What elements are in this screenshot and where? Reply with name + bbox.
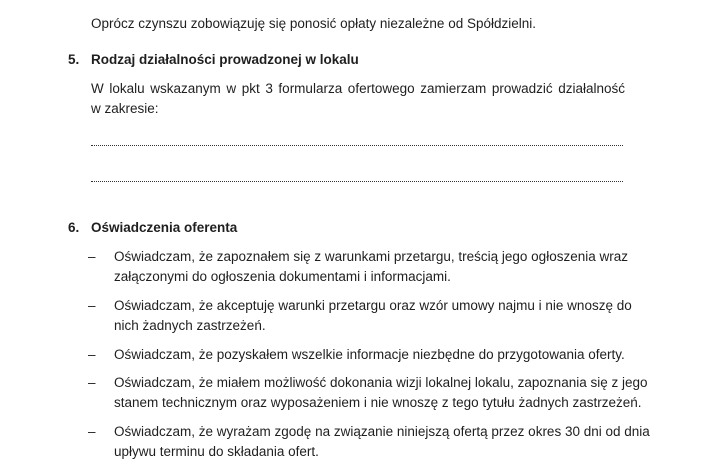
section-5-title: Rodzaj działalności prowadzonej w lokalu (91, 52, 359, 67)
bullet-dash: – (88, 375, 96, 390)
statement-5-line1: Oświadczam, że wyrażam zgodę na związanie niniejszą ofertą przez okres 30 dni od dnia (114, 424, 650, 439)
answer-dotted-line-1[interactable] (91, 143, 623, 146)
statement-4-line2: stanem technicznym oraz wyposażeniem i nie wnoszę z tego tytułu żadnych zastrzeżeń. (114, 395, 642, 410)
statement-2-line2: nich żadnych zastrzeżeń. (114, 318, 266, 333)
section-5-number: 5. (68, 52, 80, 67)
section-6-title: Oświadczenia oferenta (91, 220, 238, 235)
bullet-dash: – (88, 298, 96, 313)
section-5-text-line2: w zakresie: (91, 101, 159, 116)
answer-dotted-line-2[interactable] (91, 179, 623, 182)
bullet-dash: – (88, 347, 96, 362)
statement-3-line1: Oświadczam, że pozyskałem wszelkie informacje niezbędne do przygotowania oferty. (114, 347, 625, 362)
statement-1-line2: załączonymi do ogłoszenia dokumentami i informacjami. (114, 269, 451, 284)
bullet-dash: – (88, 249, 96, 264)
section-5-text-line1: W lokalu wskazanym w pkt 3 formularza ofertowego zamierzam prowadzić działalność (91, 81, 625, 96)
intro-paragraph: Oprócz czynszu zobowiązuję się ponosić opłaty niezależne od Spółdzielni. (91, 16, 536, 31)
statement-5-line2: upływu terminu do składania ofert. (114, 444, 319, 459)
statement-4-line1: Oświadczam, że miałem możliwość dokonania wizji lokalnej lokalu, zapoznania się z jego (114, 375, 648, 390)
bullet-dash: – (88, 424, 96, 439)
statement-1-line1: Oświadczam, że zapoznałem się z warunkami przetargu, treścią jego ogłoszenia wraz (114, 249, 628, 264)
section-6-number: 6. (68, 220, 80, 235)
clipped-previous-line (300, 0, 560, 2)
statement-2-line1: Oświadczam, że akceptuję warunki przetargu oraz wzór umowy najmu i nie wnoszę do (114, 298, 632, 313)
